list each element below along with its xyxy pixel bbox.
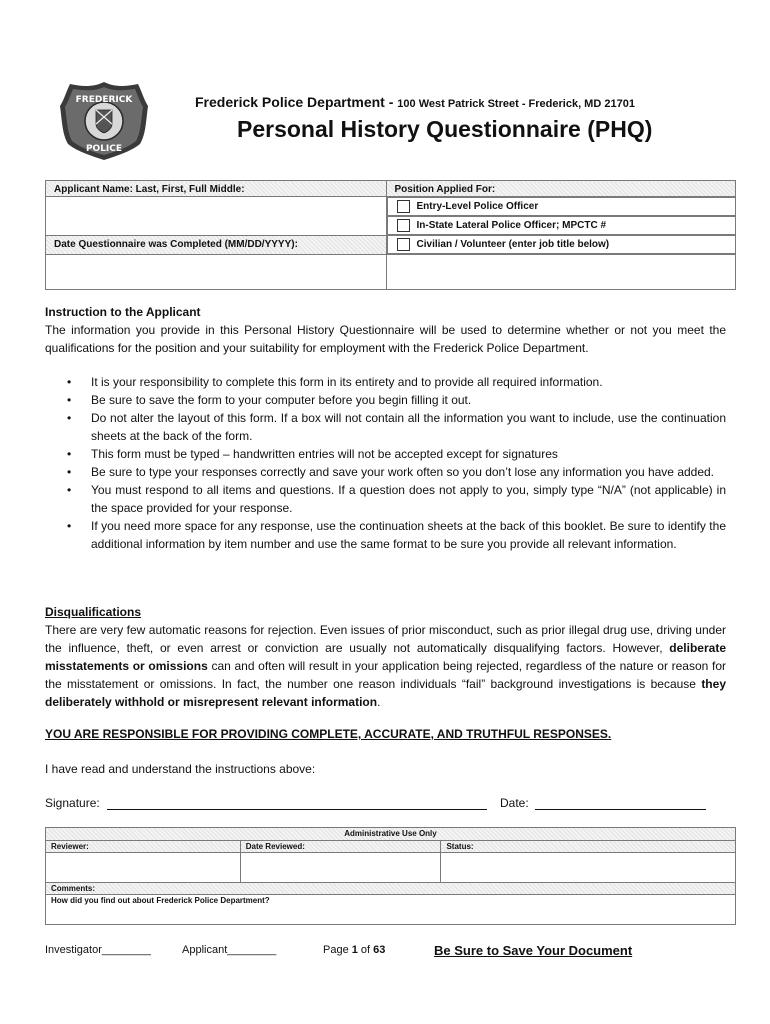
list-item: • Be sure to type your responses correctly and save your work often so you don’t lose any information you have added. (45, 463, 726, 481)
date-line[interactable] (535, 809, 706, 810)
disqualifications-heading: Disqualifications (45, 605, 142, 619)
date-completed-label: Date Questionnaire was Completed (MM/DD/YYYY): (46, 235, 387, 255)
referral-question[interactable]: How did you find out about Frederick Police Department? (46, 895, 736, 925)
list-item: • You must respond to all items and questions. If a question does not apply to you, simply type “N/A” (not applicable) in the space provided for your response. (45, 481, 726, 517)
admin-use-table (45, 827, 736, 925)
reviewer-field[interactable] (46, 853, 241, 883)
svg-text:FREDERICK: FREDERICK (75, 95, 133, 105)
list-item: • Be sure to save the form to your computer before you begin filling it out. (45, 391, 726, 409)
position-applied-label: Position Applied For: (386, 181, 735, 197)
reviewer-label: Reviewer: (46, 841, 241, 853)
date-label: Date: (500, 796, 529, 810)
responsibility-warning: YOU ARE RESPONSIBLE FOR PROVIDING COMPLETE, ACCURATE, AND TRUTHFUL RESPONSES. (45, 727, 612, 741)
list-item: • It is your responsibility to complete this form in its entirety and to provide all required information. (45, 373, 726, 391)
applicant-initials: Applicant________ (182, 944, 277, 956)
signature-line[interactable] (107, 809, 487, 810)
police-badge-logo (58, 80, 150, 162)
department-name: Frederick Police Department - (195, 94, 398, 110)
instructions-intro: The information you provide in this Personal History Questionnaire will be used to determine whether or not you meet the qualifications for the position and your suitability for employment with the Frederick Police Department. (45, 323, 726, 355)
job-title-field[interactable] (386, 255, 735, 290)
admin-title: Administrative Use Only (46, 828, 736, 841)
date-reviewed-field[interactable] (240, 853, 441, 883)
list-item: • This form must be typed – handwritten entries will not be accepted except for signatures (45, 445, 726, 463)
list-item: • If you need more space for any response, use the continuation sheets at the back of this booklet. Be sure to identify the additional information by item number and use the same format to be sure you provide all relevant information. (45, 517, 726, 553)
date-reviewed-label: Date Reviewed: (240, 841, 441, 853)
page-title: Personal History Questionnaire (PHQ) (237, 116, 653, 142)
applicant-info-table (45, 180, 736, 290)
disqualifications-text: There are very few automatic reasons for rejection. Even issues of prior misconduct, such as prior illegal drug use, driving under the influence, theft, or even arrest or conviction are usually not automatically disqualifying factors. However, deliberate misstatements or omissions can and often will result in your application being rejected, regardless of the nature or reason for the misstatement or omissions. In fact, the number one reason individuals “fail” background investigations is because they deliberately withhold or misrepresent relevant information. (45, 623, 727, 709)
acknowledgement-text: I have read and understand the instructions above: (45, 762, 316, 776)
svg-text:POLICE: POLICE (85, 144, 123, 154)
page-number: Page 1 of 63 (323, 944, 386, 956)
signature-row (45, 796, 726, 814)
department-address: 100 West Patrick Street - Frederick, MD 21701 (397, 98, 635, 110)
comments-label: Comments: (46, 883, 736, 895)
status-field[interactable] (441, 853, 736, 883)
investigator-initials: Investigator________ (45, 944, 151, 956)
checkbox[interactable] (397, 238, 410, 251)
checkbox[interactable] (397, 219, 410, 232)
instructions-heading: Instruction to the Applicant (45, 305, 201, 319)
department-header (195, 94, 635, 110)
date-completed-field[interactable] (46, 255, 387, 290)
list-item: • Do not alter the layout of this form. If a box will not contain all the information you want to include, use the continuation sheets at the back of the form. (45, 409, 726, 445)
option-entry-level[interactable]: Entry-Level Police Officer (387, 197, 736, 216)
checkbox[interactable] (397, 200, 410, 213)
applicant-name-label: Applicant Name: Last, First, Full Middle: (46, 181, 387, 197)
option-lateral-officer[interactable]: In-State Lateral Police Officer; MPCTC # (387, 216, 736, 235)
option-civilian-volunteer[interactable]: Civilian / Volunteer (enter job title below) (387, 235, 736, 254)
signature-label: Signature: (45, 796, 100, 810)
instructions-list (45, 373, 726, 553)
save-reminder: Be Sure to Save Your Document (434, 943, 633, 958)
status-label: Status: (441, 841, 736, 853)
applicant-name-field[interactable] (46, 197, 387, 236)
